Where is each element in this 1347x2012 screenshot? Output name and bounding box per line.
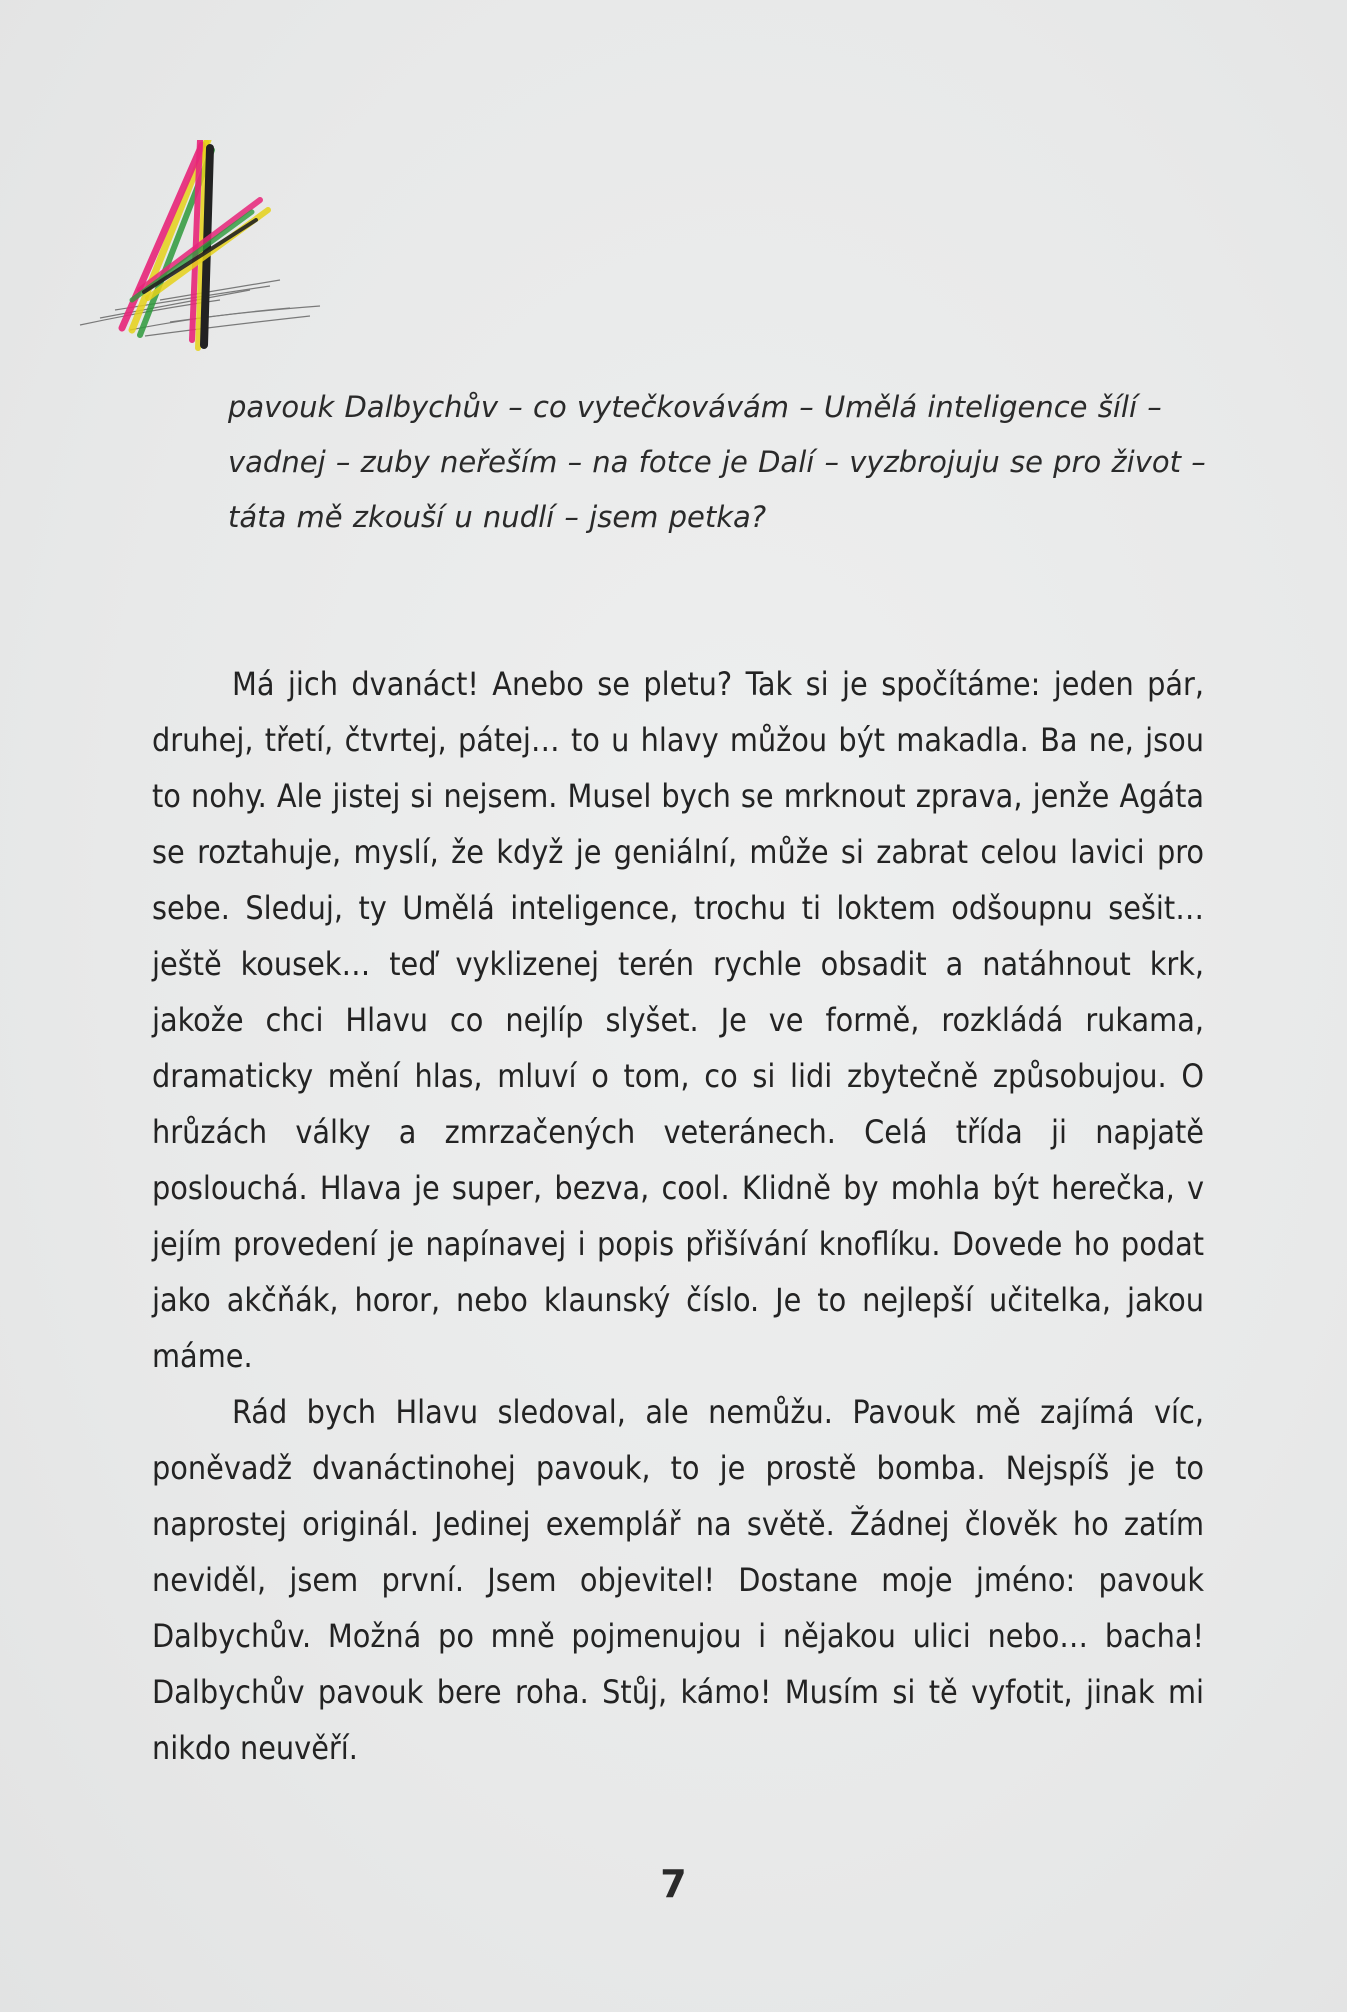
paragraph: Rád bych Hlavu sledoval, ale nemůžu. Pavouk mě zajímá víc, poněvadž dvanáctinohej pavouk, to je prostě bomba. Nejspíš je to naprostej originál. Jedinej exemplář na světě. Žádnej člověk ho zatím neviděl, jsem první. Jsem objevitel! Dostane moje jméno: pavouk Dalbychův. Možná po mně pojmenujou i nějakou ulici nebo… bacha! Dalbychův pavouk bere roha. Stůj, kámo! Musím si tě vyfotit, jinak mi nikdo neuvěří.: [152, 1393, 1204, 1767]
chapter-initial-a-logo: [70, 140, 340, 360]
chapter-summary: pavouk Dalbychův – co vytečkovávám – Umělá inteligence šílí – vadnej – zuby neřeším – na fotce je Dalí – vyzbrojuju se pro život – táta mě zkouší u nudlí – jsem petka?: [228, 390, 1206, 534]
paragraph: Má jich dvanáct! Anebo se pletu? Tak si je spočítáme: jeden pár, druhej, třetí, čtvrtej, pátej… to u hlavy můžou být makadla. Ba ne, jsou to nohy. Ale jistej si nejsem. Musel bych se mrknout zprava, jenže Agáta se roztahuje, myslí, že když je geniální, může si zabrat celou lavici pro sebe. Sleduj, ty Umělá inteligence, trochu ti loktem odšoupnu sešit… ještě kousek… teď vyklizenej terén rychle obsadit a natáhnout krk, jakože chci Hlavu co nejlíp slyšet. Je ve formě, rozkládá rukama, dramaticky mění hlas, mluví o tom, co si lidi zbytečně způsobujou. O hrůzách války a zmrzačených veteránech. Celá třída ji napjatě poslouchá. Hlava je super, bezva, cool. Klidně by mohla být herečka, v jejím provedení je napínavej i popis přišívání knoflíku. Dovede ho podat jako akčňák, horor, nebo klaunský číslo. Je to nejlepší učitelka, jakou máme.: [152, 665, 1204, 1375]
body-text: [152, 656, 1204, 1776]
page-number: 7: [660, 1862, 687, 1906]
